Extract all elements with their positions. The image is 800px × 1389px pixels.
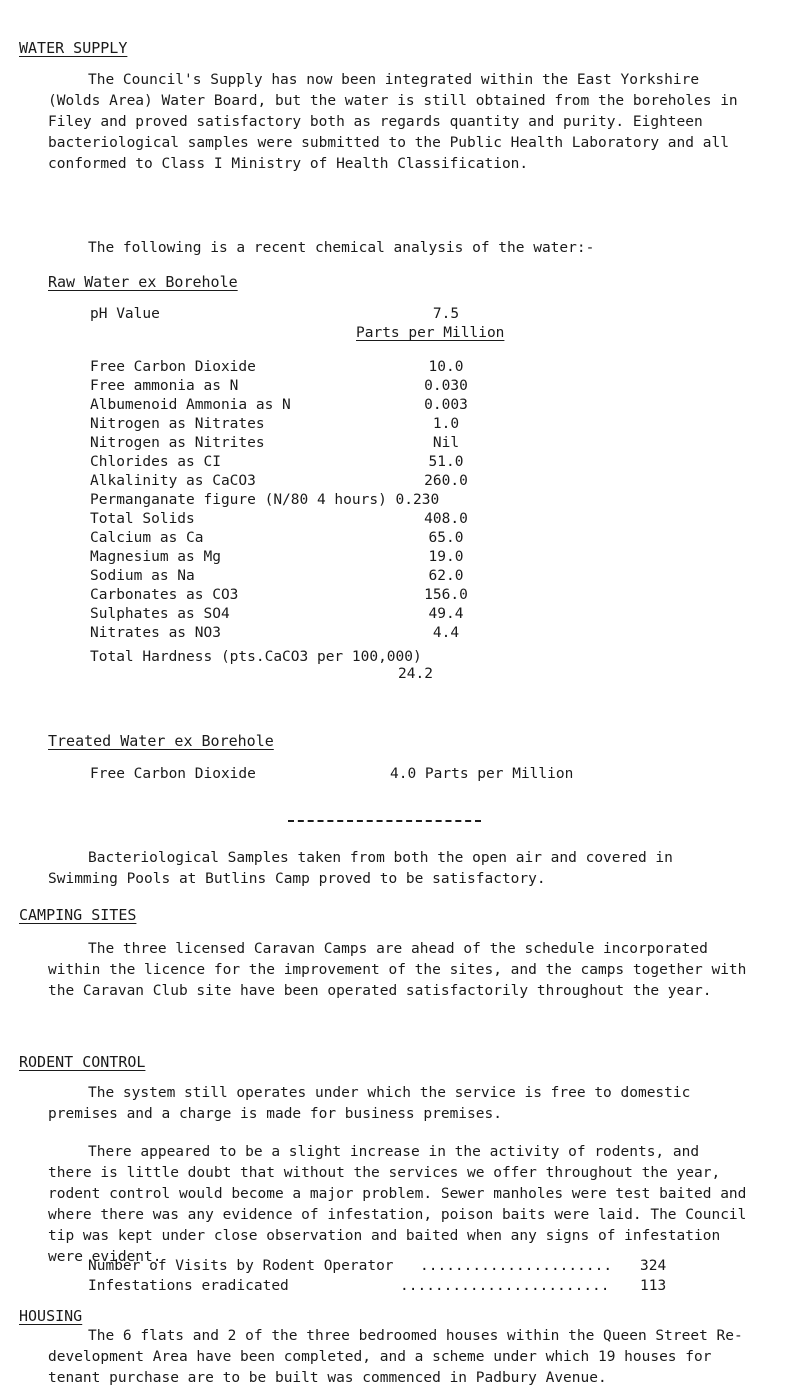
row-value: 62.0: [428, 568, 464, 584]
ph-label: pH Value: [90, 306, 160, 322]
table-row: [90, 623, 740, 642]
treated-label: Free Carbon Dioxide: [90, 766, 256, 782]
visits-value: 324: [640, 1258, 667, 1274]
section-divider: [288, 820, 481, 822]
analysis-intro: The following is a recent chemical analysis of the water:-: [88, 240, 595, 256]
rodent-heading: RODENT CONTROL: [19, 1053, 146, 1071]
raw-water-heading: Raw Water ex Borehole: [48, 273, 238, 291]
row-value: 260.0: [424, 473, 468, 489]
row-label: Alkalinity as CaCO3: [90, 473, 256, 489]
table-row: [90, 471, 740, 490]
row-label: Nitrogen as Nitrates: [90, 416, 265, 432]
table-row: [90, 547, 740, 566]
row-label: Albumenoid Ammonia as N: [90, 397, 291, 413]
housing-paragraph: The 6 flats and 2 of the three bedroomed houses within the Queen Street Re-development Area have been completed, and a scheme under which 19 houses for tenant purchase are to be built was commenced in Padbury Avenue.: [48, 1328, 743, 1386]
bacteriological-paragraph: Bacteriological Samples taken from both the open air and covered in Swimming Pools at Butlins Camp proved to be satisfactory.: [48, 850, 673, 887]
row-value: Nil: [432, 435, 460, 451]
visits-leader: ......................: [420, 1258, 613, 1274]
row-label: Total Solids: [90, 511, 195, 527]
permanganate-text: Permanganate figure (N/80 4 hours) 0.230: [90, 492, 440, 508]
table-row: [90, 585, 740, 604]
table-row: [90, 509, 740, 528]
row-value: 65.0: [428, 530, 464, 546]
table-row: [90, 604, 740, 623]
row-label: Free Carbon Dioxide: [90, 359, 256, 375]
table-row: [90, 357, 740, 376]
rodent-paragraph-1: The system still operates under which the service is free to domestic premises and a charge is made for business premises.: [48, 1085, 691, 1122]
row-label: Nitrates as NO3: [90, 625, 221, 641]
table-row: [90, 395, 740, 414]
row-value: 10.0: [428, 359, 464, 375]
row-value: 156.0: [424, 587, 468, 603]
row-value: 51.0: [428, 454, 464, 470]
camping-heading: CAMPING SITES: [19, 906, 137, 924]
visits-label: Number of Visits by Rodent Operator: [88, 1258, 394, 1274]
infestations-leader: ........................: [400, 1278, 610, 1294]
permanganate-row: [90, 490, 740, 509]
water-supply-heading: WATER SUPPLY: [19, 39, 128, 57]
row-label: Carbonates as CO3: [90, 587, 239, 603]
table-row: [90, 566, 740, 585]
treated-value: 4.0 Parts per Million: [390, 766, 574, 782]
treated-water-heading: Treated Water ex Borehole: [48, 732, 274, 750]
table-row: [90, 414, 740, 433]
row-value: 0.030: [424, 378, 468, 394]
row-value: 19.0: [428, 549, 464, 565]
ph-row: [90, 304, 740, 323]
row-label: Calcium as Ca: [90, 530, 204, 546]
infestations-value: 113: [640, 1278, 667, 1294]
table-row: [90, 433, 740, 452]
row-value: 4.4: [432, 625, 460, 641]
housing-heading: HOUSING: [19, 1307, 83, 1325]
row-label: Sodium as Na: [90, 568, 195, 584]
hardness-value: 24.2: [398, 666, 433, 682]
row-label: Free ammonia as N: [90, 378, 239, 394]
rodent-paragraph-2: There appeared to be a slight increase in the activity of rodents, and there is little doubt that without the services we offer throughout the year, rodent control would become a major problem. Sewer manholes were test baited and where there was any evidence of infestation, poison baits were laid. The Council tip was kept under close observation and baited when any signs of infestation were evident.: [48, 1144, 747, 1265]
hardness-label: Total Hardness (pts.CaCO3 per 100,000): [90, 649, 422, 665]
units-heading: Parts per Million: [356, 325, 505, 341]
row-label: Nitrogen as Nitrites: [90, 435, 265, 451]
table-row: [90, 528, 740, 547]
row-value: 49.4: [428, 606, 464, 622]
row-label: Chlorides as CI: [90, 454, 221, 470]
infestations-label: Infestations eradicated: [88, 1278, 289, 1294]
ph-value: 7.5: [432, 306, 460, 322]
row-label: Sulphates as SO4: [90, 606, 230, 622]
row-value: 1.0: [432, 416, 460, 432]
row-label: Magnesium as Mg: [90, 549, 221, 565]
water-supply-paragraph: The Council's Supply has now been integrated within the East Yorkshire (Wolds Area) Water Board, but the water is still obtained from the boreholes in Filey and proved satisfactory both as regards quantity and purity. Eighteen bacteriological samples were submitted to the Public Health Laboratory and all conformed to Class I Ministry of Health Classification.: [48, 72, 738, 172]
row-value: 408.0: [424, 511, 468, 527]
table-row: [90, 452, 740, 471]
row-value: 0.003: [424, 397, 468, 413]
table-row: [90, 376, 740, 395]
camping-paragraph: The three licensed Caravan Camps are ahead of the schedule incorporated within the licence for the improvement of the sites, and the camps together with the Caravan Club site have been operated satisfactorily throughout the year.: [48, 941, 747, 999]
